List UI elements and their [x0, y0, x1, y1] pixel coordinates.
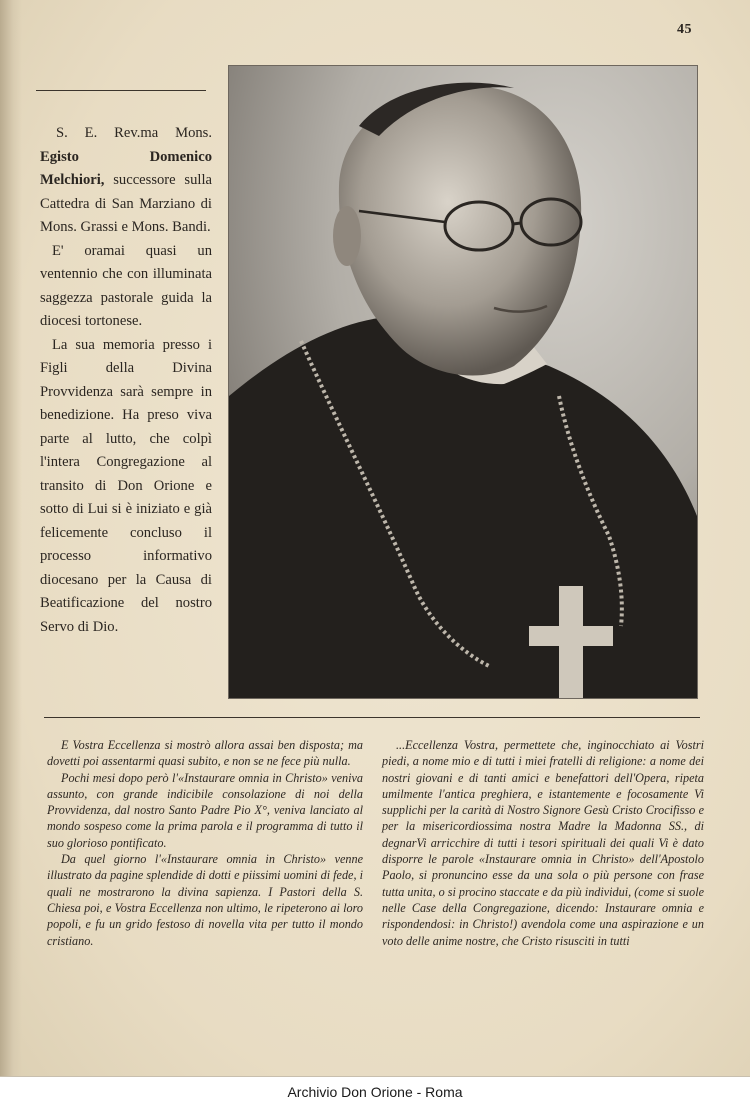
caption-title: S. E. Rev.ma Mons.: [56, 125, 212, 141]
archive-label: Archivio Don Orione - Roma: [287, 1084, 463, 1100]
text-column-left: [47, 737, 363, 949]
left-paragraph: Da quel giorno l'«Instaurare omnia in Christo» venne illustrato da pagine splendide di dotti e piissimi uomini di fede, i quali ne mostrarono la divina sapienza. I Pastori della S. Chiesa poi, e Vostra Eccellenza non ultimo, le ripeterono ai loro popoli, e fu un grido festoso di novella vita per tutto il mondo cristiano.: [47, 852, 363, 948]
caption-paragraph-3: La sua memoria presso i Figli della Divina Provvidenza sarà sempre in benedizione. Ha preso viva parte al lutto, che colpì l'intera Congregazione al transito di Don Orione e sotto di Lui si è iniziato e già felicemente concluso il processo informativo diocesano per la Causa di Beatificazione del nostro Servo di Dio.: [40, 336, 212, 635]
binding-shadow: [0, 0, 22, 1105]
left-paragraph: E Vostra Eccellenza si mostrò allora assai ben disposta; ma dovetti poi assentarmi quasi subito, e non se ne fece più nulla.: [47, 738, 363, 769]
page-number: 45: [677, 22, 692, 37]
caption-succession: successore sulla Cattedra di San Marziano di Mons. Grassi e Mons. Bandi.: [40, 172, 212, 235]
text-column-right: [382, 737, 704, 949]
caption-bishop-name: Egisto Domenico Melchiori,: [40, 148, 212, 188]
photo-caption: [40, 122, 212, 639]
portrait-illustration: [229, 66, 697, 698]
archive-footer: [0, 1076, 750, 1106]
caption-divider: [36, 90, 206, 91]
section-divider: [44, 717, 700, 718]
bishop-portrait-photo: [228, 65, 698, 699]
right-paragraph: ...Eccellenza Vostra, permettete che, inginocchiato ai Vostri piedi, a nome mio e di tutti i miei fratelli di religione: a nome dei nostri giovani e di tanti amici e benefattori dell'Opera, ripeta umilmente l'antica preghiera, e istantemente e focosamente Vi supplichi per la carità di Nostro Signore Gesù Cristo Crocifisso e per la misericordiossima nostra Madre la Madonna SS., di degnarVi arricchire di tutti i tesori spirituali dei quali Vi è dato disporre le parole «Instaurare omnia in Christo» dell'Apostolo Paolo, si pronuncino esse da una sola o più persone con frase tutta unita, o si procino staccate e da più individui, (come si suole nelle Case della Congregazione, dicendo: Instaurare omnia e rispondendosi: in Christo!) avendola come una aspirazione e un voto delle anime nostre, che Cristo risusciti in tutti: [382, 738, 704, 948]
caption-paragraph-1: [40, 122, 212, 240]
caption-paragraph-2: E' oramai quasi un ventennio che con illuminata saggezza pastorale guida la diocesi tortonese.: [40, 242, 212, 329]
left-paragraph: Pochi mesi dopo però l'«Instaurare omnia in Christo» veniva assunto, con grande indicibile consolazione di noi della Provvidenza, dal nostro Santo Padre Pio X°, veniva lanciato al mondo sospeso come la prima parola e il programma di tutto il suo glorioso pontificato.: [47, 770, 363, 850]
